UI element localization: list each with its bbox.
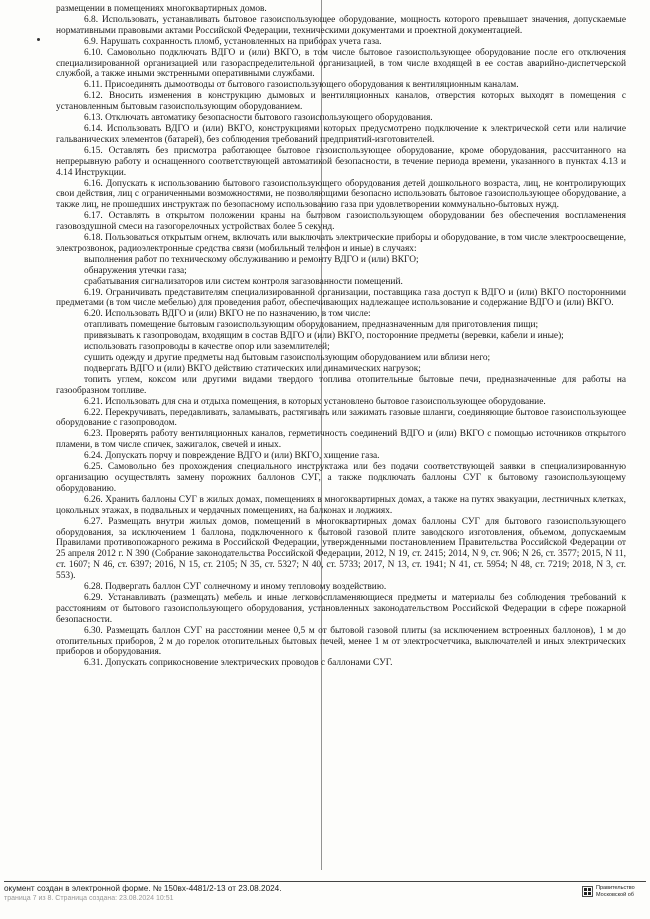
document-paragraph: 6.23. Проверять работу вентиляционных каналов, герметичность соединений ВДГО и (или) ВКГО с помощью источников открытого пламени, в том числе спичек, зажигалок, свечей и иных.	[56, 429, 626, 451]
document-paragraph: 6.31. Допускать соприкосновение электрических проводов с баллонами СУГ.	[84, 658, 393, 669]
document-paragraph: размещении в помещениях многоквартирных домов.	[56, 4, 267, 14]
document-paragraph: 6.27. Размещать внутри жилых домов, помещений в многоквартирных домах баллоны СУГ для бытового газоиспользующего оборудования, за исключением 1 баллона, подключенного к бытовой газовой плите заводского изготовления, объемом, допускаемым Правилами противопожарного режима в Российской Федерации, утвержденными постановлением Правительства Российской Федерации от 25 апреля 2012 г. N 390 (Собрание законодательства Российской Федерации, 2012, N 19, ст. 2415; 2014, N 9, ст. 906; N 26, ст. 3577; 2015, N 11, ст. 1607; N 46, ст. 6397; 2016, N 15, ст. 2105; N 35, ст. 5327; N 40, ст. 5733; 2017, N 13, ст. 1941; N 41, ст. 5954; N 48, ст. 7219; 2018, N 3, ст. 553).	[56, 516, 626, 582]
document-paragraph: 6.8. Использовать, устанавливать бытовое газоиспользующее оборудование, мощность которого превышает значения, допускаемые нормативными правовыми актами Российской Федерации, техническими документами и проектной документацией.	[56, 14, 626, 36]
government-logo	[582, 885, 646, 911]
footer-page-info: траница 7 из 8. Страница создана: 23.08.2024 10:51	[4, 895, 174, 902]
footer-stamp-text: окумент создан в электронной форме. № 150вх-4481/2-13 от 23.08.2024.	[4, 884, 282, 893]
document-paragraph: использовать газопроводы в качестве опор или заземлителей;	[84, 342, 330, 353]
document-paragraph: 6.9. Нарушать сохранность пломб, установленных на приборах учета газа.	[84, 36, 382, 47]
document-paragraph: обнаружения утечки газа;	[84, 265, 187, 276]
document-paragraph: 6.19. Ограничивать представителям специализированной организации, поставщика газа доступ к ВДГО и (или) ВКГО посторонними предметами (в том числе мебелью) для проведения работ, обеспечивающих надлежащее использование и содержание ВДГО и (или) ВКГО.	[56, 287, 626, 309]
document-paragraph: 6.13. Отключать автоматику безопасности бытового газоиспользующего оборудования.	[84, 113, 433, 124]
margin-mark	[37, 38, 40, 41]
document-footer	[4, 884, 564, 904]
document-paragraph: 6.24. Допускать порчу и повреждение ВДГО и (или) ВКГО, хищение газа.	[84, 451, 380, 462]
document-paragraph: 6.21. Использовать для сна и отдыха помещения, в которых установлено бытовое газоиспользующее оборудование.	[84, 396, 546, 407]
footer-divider	[4, 881, 646, 882]
document-paragraph: привязывать к газопроводам, входящим в состав ВДГО и (или) ВКГО, посторонние предметы (веревки, кабели и иные);	[84, 331, 564, 342]
document-paragraph: 6.30. Размещать баллон СУГ на расстоянии менее 0,5 м от бытовой газовой плиты (за исключением встроенных баллонов), 1 м до отопительных приборов, 2 м до горелок отопительных бытовых печей, менее 1 м от электросчетчика, выключателей и иных электрических приборов и оборудования.	[56, 625, 626, 658]
document-paragraph: 6.29. Устанавливать (размещать) мебель и иные легковоспламеняющиеся предметы и материалы без соблюдения требований к расстояниям от бытового газоиспользующего оборудования, установленных законодательством Российской Федерации в сфере пожарной безопасности.	[56, 592, 626, 625]
document-paragraph: отапливать помещение бытовым газоиспользующим оборудованием, предназначенным для приготовления пищи;	[84, 320, 539, 331]
document-paragraph: 6.10. Самовольно подключать ВДГО и (или) ВКГО, в том числе бытовое газоиспользующее оборудование после его отключения специализированной организацией или газораспределительной организацией, в том числе входящей в ее состав аварийно-диспетчерской службой, а также иными экстренными оперативными службами.	[56, 47, 626, 80]
logo-text	[596, 885, 646, 898]
document-paragraph: сушить одежду и другие предметы над бытовым газоиспользующим оборудованием или вблизи него;	[84, 353, 491, 363]
document-body	[56, 4, 626, 669]
document-paragraph: топить углем, коксом или другими видами твердого топлива отопительные бытовые печи, предназначенные для работы на газообразном топливе.	[56, 374, 626, 396]
document-paragraph: 6.16. Допускать к использованию бытового газоиспользующего оборудования детей дошкольного возраста, лиц, не контролирующих свои действия, лиц с ограниченными возможностями, не позволяющими безопасно использовать бытовое газоиспользующее оборудование, а также лиц, не прошедших инструктаж по безопасному использованию газа при удовлетворении коммунально-бытовых нужд.	[56, 178, 626, 211]
document-paragraph: срабатывания сигнализаторов или систем контроля загазованности помещений.	[84, 276, 403, 287]
logo-line-1: Правительство	[596, 885, 635, 891]
document-paragraph: 6.22. Перекручивать, передавливать, заламывать, растягивать или зажимать газовые шланги, соединяющие бытовое газоиспользующее оборудование с газопроводом.	[56, 407, 626, 429]
document-paragraph: 6.14. Использовать ВДГО и (или) ВКГО, конструкциями которых предусмотрено подключение к электрической сети или наличие гальванических элементов (батарей), без соблюдения требований предприятий-изготовителей.	[56, 123, 626, 145]
document-paragraph: подвергать ВДГО и (или) ВКГО действию статических или динамических нагрузок;	[84, 363, 421, 374]
logo-line-2: Московской об	[596, 891, 634, 898]
document-paragraph: 6.20. Использовать ВДГО и (или) ВКГО не по назначению, в том числе:	[84, 309, 371, 320]
document-paragraph: 6.15. Оставлять без присмотра работающее бытовое газоиспользующее оборудование, кроме оборудования, рассчитанного на непрерывную работу и оснащенного соответствующей автоматикой безопасности, в течение периода времени, указанного в пунктах 4.13 и 4.14 Инструкции.	[56, 145, 626, 178]
document-paragraph: 6.26. Хранить баллоны СУГ в жилых домах, помещениях в многоквартирных домах, а также на путях эвакуации, лестничных клетках, цокольных этажах, в подвальных и чердачных помещениях, на балконах и лоджиях.	[56, 494, 626, 516]
document-paragraph: 6.17. Оставлять в открытом положении краны на бытовом газоиспользующем оборудовании без обеспечения воспламенения газовоздушной смеси на газогорелочных устройствах более 5 секунд.	[56, 211, 626, 233]
document-paragraph: выполнения работ по техническому обслуживанию и ремонту ВДГО и (или) ВКГО;	[84, 254, 419, 265]
document-paragraph: 6.25. Самовольно без прохождения специального инструктажа или без подачи соответствующей заявки в специализированную организацию осуществлять замену порожних баллонов СУГ, а также подключать баллоны СУГ к бытовому газоиспользующему оборудованию.	[56, 462, 626, 494]
emblem-icon	[582, 886, 593, 897]
document-paragraph: 6.28. Подвергать баллон СУГ солнечному и иному тепловому воздействию.	[84, 582, 387, 593]
document-paragraph: 6.12. Вносить изменения в конструкцию дымовых и вентиляционных каналов, отверстия которых выходят в помещения с установленным бытовым газоиспользующим оборудованием.	[56, 91, 626, 113]
document-paragraph: 6.11. Присоединять дымоотводы от бытового газоиспользующего оборудования к вентиляционным каналам.	[84, 80, 519, 91]
document-paragraph: 6.18. Пользоваться открытым огнем, включать или выключать электрические приборы и оборудование, в том числе электроосвещение, электрозвонок, радиоэлектронные средства связи (мобильный телефон и иные) в случаях:	[56, 233, 626, 254]
